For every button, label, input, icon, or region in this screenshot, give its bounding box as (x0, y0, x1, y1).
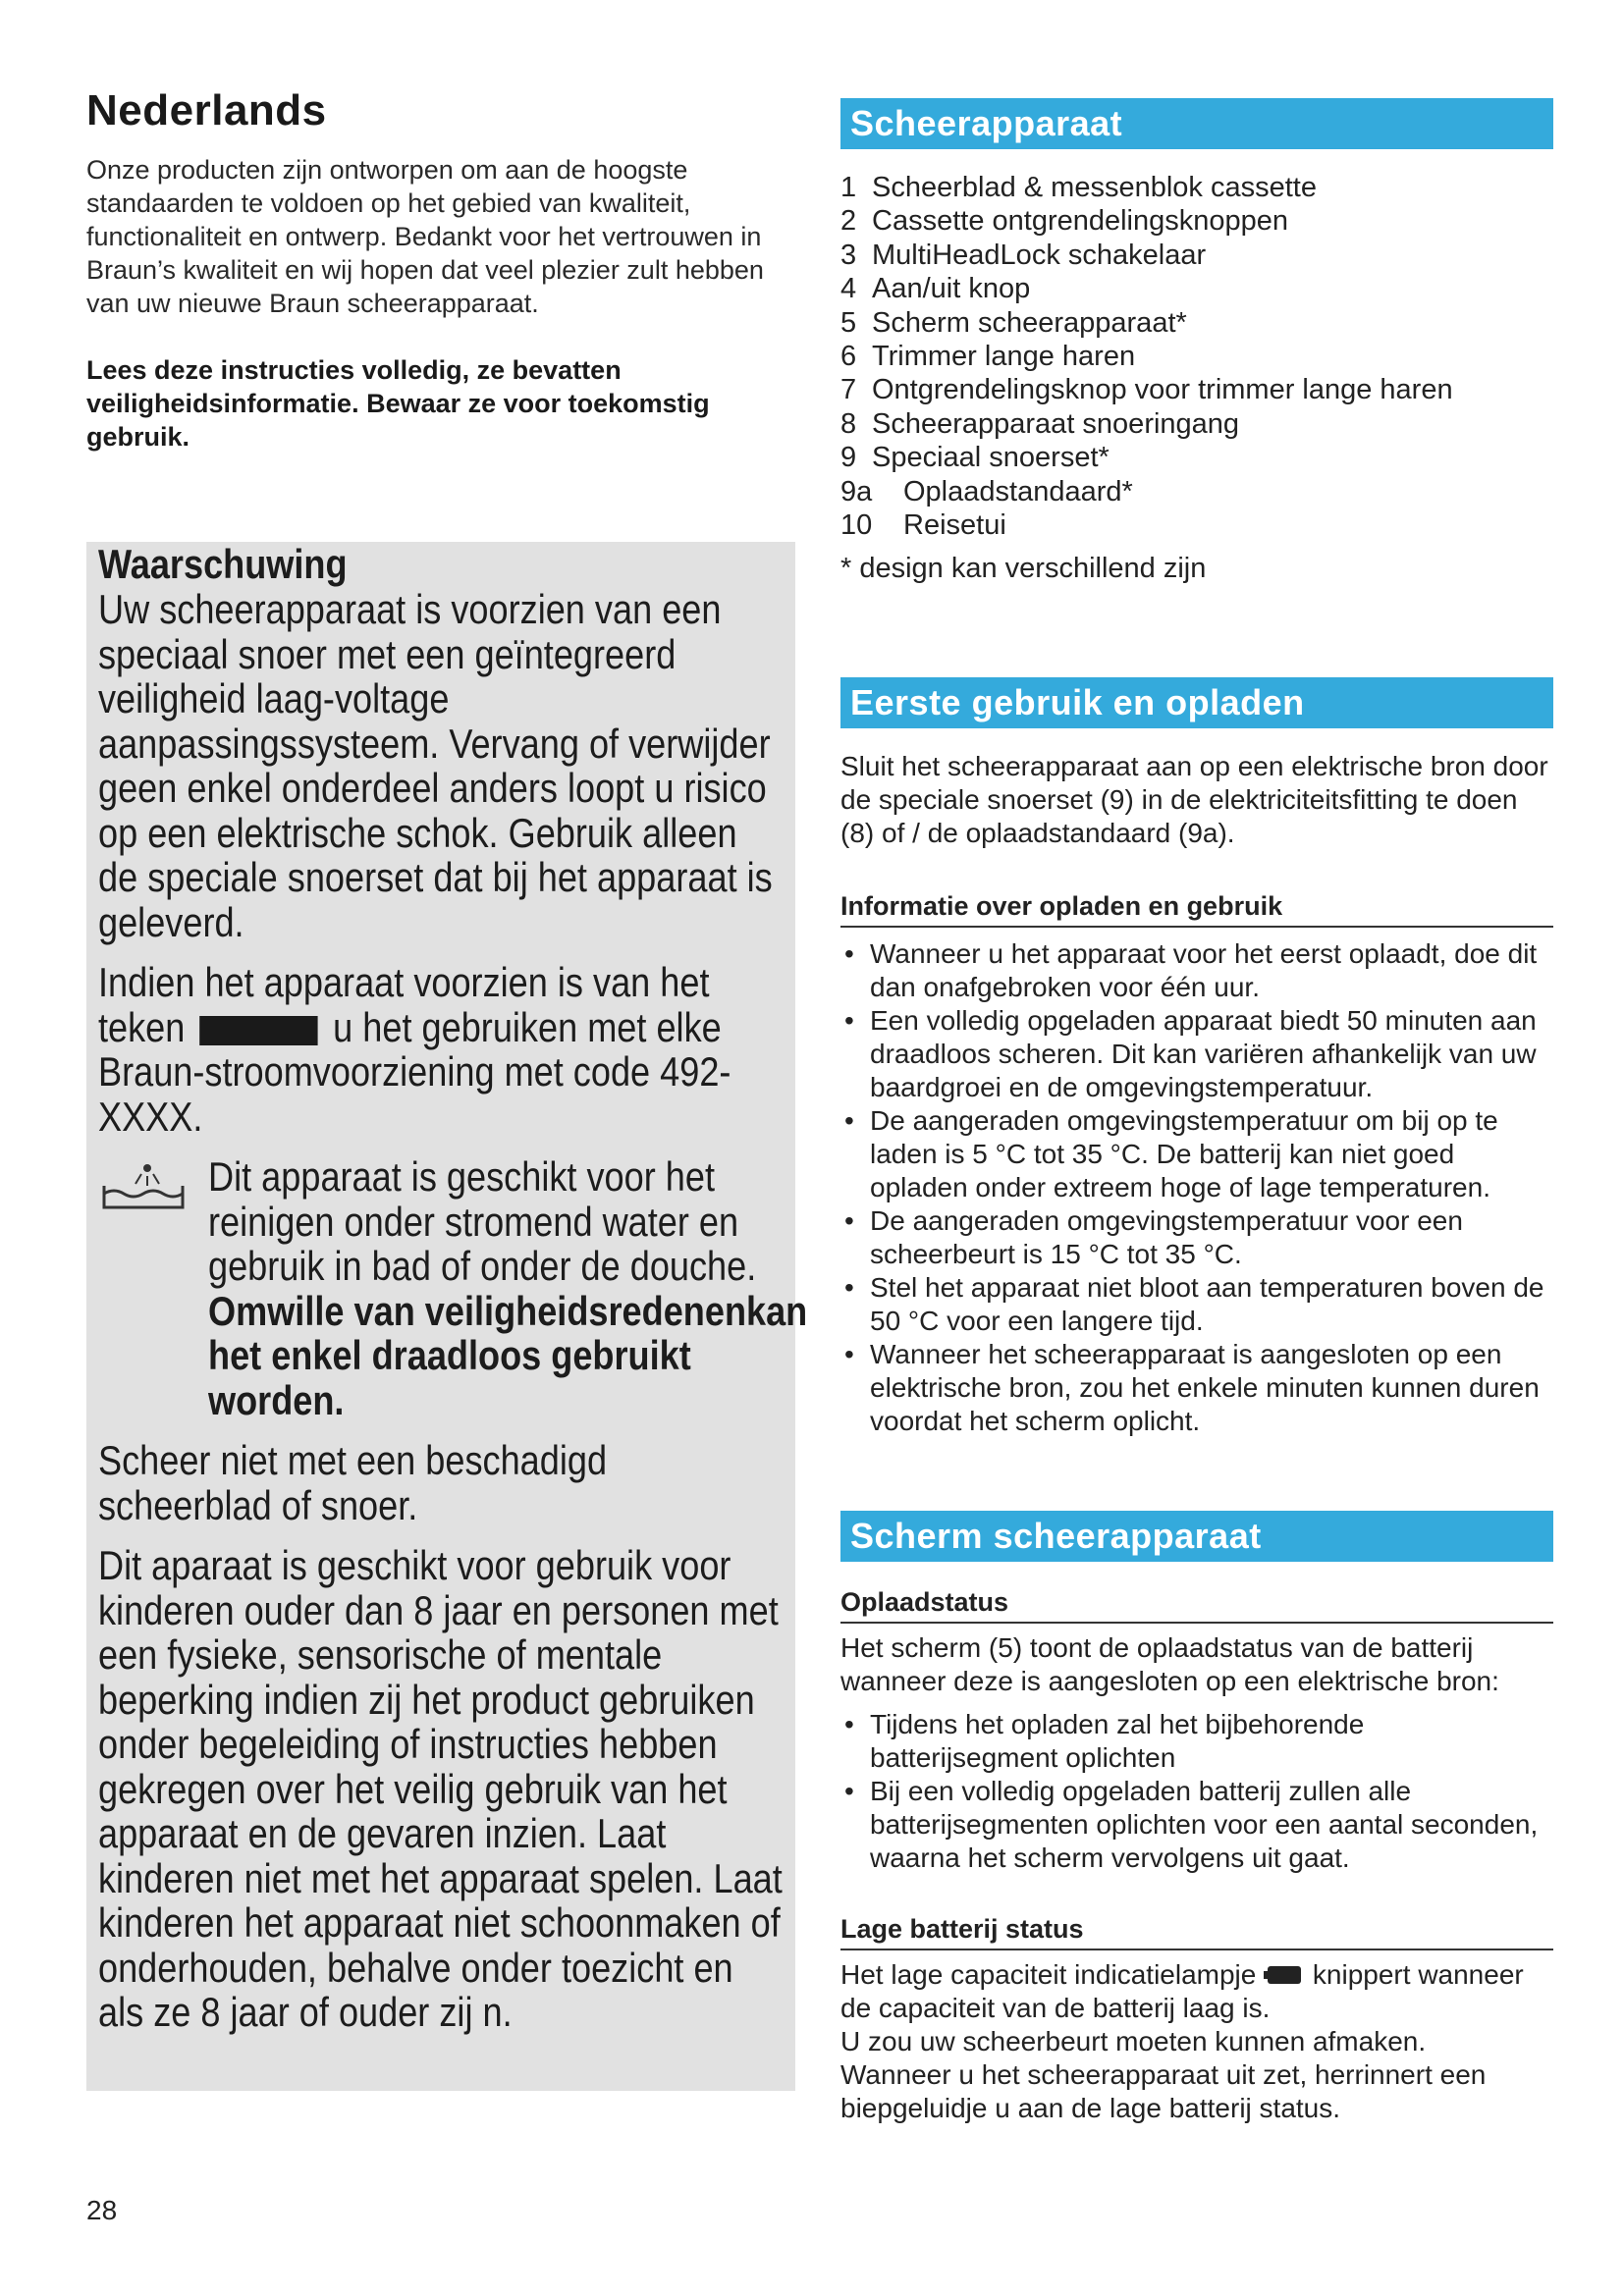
water-safety-row (98, 1153, 808, 1423)
list-item: 9a Oplaadstandaard* (840, 475, 1133, 507)
list-item: • Een volledig opgeladen apparaat biedt 50 minuten aan draadloos scheren. Dit kan variëren afhankelijk van uw baardgroei en de omgevingstemperatuur. (840, 1004, 1553, 1104)
list-item: 10 Reisetui (840, 509, 1006, 542)
warning-cord-paragraph: Uw scheerapparaat is voorzien van een speciaal snoer met een geïntegreerd veiligheid laag-voltage aanpassingssysteem. Vervang of verwijder geen enkel onderdeel anders loopt u risico op een elektrische schok. Gebruik alleen de speciale snoerset dat bij het apparaat is geleverd. (98, 586, 773, 945)
list-item: • Wanneer u het apparaat voor het eerst oplaadt, doe dit dan onafgebroken voor één uur. (840, 937, 1553, 1004)
left-column (86, 86, 793, 454)
list-item: 2 Cassette ontgrendelingsknoppen (840, 205, 1289, 238)
list-item: • Tijdens het opladen zal het bijbehorende batterijsegment oplichten (840, 1708, 1553, 1775)
page-title: Nederlands (86, 86, 327, 134)
charge-status-body: Het scherm (5) toont de oplaadstatus van de batterij wanneer deze is aangesloten op een elektrische bron: (840, 1632, 1499, 1697)
list-item: 6 Trimmer lange haren (840, 341, 1136, 373)
warning-title: Waarschuwing (98, 541, 348, 587)
list-item: 7 Ontgrendelingsknop voor trimmer lange haren (840, 374, 1453, 406)
warning-mark-paragraph (98, 960, 784, 1139)
battery-icon (1268, 1966, 1301, 1984)
section-header-first-use: Eerste gebruik en opladen (840, 677, 1553, 728)
subhead-charging-info: Informatie over opladen en gebruik (840, 891, 1553, 928)
list-item: • Bij een volledig opgeladen batterij zullen alle batterijsegmenten oplichten voor een aantal seconden, waarna het scherm vervolgens uit gaat. (840, 1775, 1553, 1875)
list-item: 5 Scherm scheerapparaat* (840, 306, 1187, 339)
section-header-shaver: Scheerapparaat (840, 98, 1553, 149)
first-use-body: Sluit het scheerapparaat aan op een elektrische bron door de speciale snoerset (9) in de elektriciteitsfitting te doen (8) of / de oplaadstandaard (9a). (840, 751, 1548, 849)
charging-bullets (840, 937, 1553, 1438)
list-item: 3 MultiHeadLock schakelaar (840, 239, 1207, 271)
charge-status-bullets (840, 1708, 1553, 1875)
warning-mark-text-a: Indien het apparaat voorzien is van het teken (98, 959, 710, 1050)
warning-children-paragraph: Dit aparaat is geschikt voor gebruik voor kinderen ouder dan 8 jaar en personen met een fysieke, sensorische of mentale beperking indien zij het product gebruiken onder begeleiding of instructies hebben gekregen over het veilig gebruik van het apparaat en de gevaren inzien. Laat kinderen niet met het apparaat spelen. Laat kinderen het apparaat niet schoonmaken of onderhouden, behalve onder toezicht en als ze 8 jaar of ouder zij n. (98, 1542, 783, 2035)
warning-mark-text-b: u het gebruiken met elke Braun-stroomvoorziening met code 492-XXXX. (98, 1003, 731, 1140)
parts-list (840, 171, 1553, 542)
list-item: • Stel het apparaat niet bloot aan temperaturen boven de 50 °C voor een langere tijd. (840, 1271, 1553, 1338)
list-item: • De aangeraden omgevingstemperatuur voor een scheerbeurt is 15 °C tot 35 °C. (840, 1204, 1553, 1271)
subhead-charge-status: Oplaadstatus (840, 1587, 1553, 1624)
design-note: * design kan verschillend zijn (840, 553, 1207, 585)
page-number: 28 (86, 2195, 118, 2225)
redacted-mark-icon (200, 1016, 318, 1045)
washable-water-icon (98, 1158, 189, 1217)
intro-paragraph: Onze producten zijn ontworpen om aan de hoogste standaarden te voldoen op het gebied van kwaliteit, functionaliteit en ontwerp. Bedankt voor het vertrouwen in Braun’s kwaliteit en wij hopen dat veel plezier zult hebben van uw nieuwe Braun scheerapparaat. (86, 155, 764, 318)
list-item: 9 Speciaal snoerset* (840, 442, 1110, 474)
list-item: • De aangeraden omgevingstemperatuur om bij op te laden is 5 °C tot 35 °C. De batterij kan niet goed opladen onder extreem hoge of lage temperaturen. (840, 1104, 1553, 1204)
warning-box (86, 541, 808, 2091)
warning-damage-paragraph: Scheer niet met een beschadigd scheerblad of snoer. (98, 1437, 608, 1528)
list-item: • Wanneer het scheerapparaat is aangesloten op een elektrische bron, zou het enkele minuten kunnen duren voordat het scherm oplicht. (840, 1338, 1553, 1438)
list-item: 1 Scheerblad & messenblok cassette (840, 172, 1317, 203)
list-item: 8 Scheerapparaat snoeringang (840, 407, 1240, 440)
section-header-display: Scherm scheerapparaat (840, 1511, 1553, 1562)
water-safety-paragraph (208, 1154, 816, 1422)
instructions-notice: Lees deze instructies volledig, ze bevatten veiligheidsinformatie. Bewaar ze voor toekomstig gebruik. (86, 355, 710, 452)
list-item: 4 Aan/uit knop (840, 273, 1031, 305)
right-column (840, 98, 1553, 2125)
subhead-low-battery: Lage batterij status (840, 1914, 1553, 1950)
water-safety-bold: Omwille van veiligheidsredenenkan het enkel draadloos gebruikt worden. (208, 1287, 808, 1423)
water-safety-text: Dit apparaat is geschikt voor het reinigen onder stromend water en gebruik in bad of onder de douche. (208, 1153, 757, 1289)
low-battery-body: Het lage capaciteit indicatielampje knippert wanneer de capaciteit van de batterij laag is. U zou uw scheerbeurt moeten kunnen afmaken. Wanneer u het scheerapparaat uit zet, herrinnert een biepgeluidje u aan de lage batterij status. (840, 1959, 1524, 2124)
